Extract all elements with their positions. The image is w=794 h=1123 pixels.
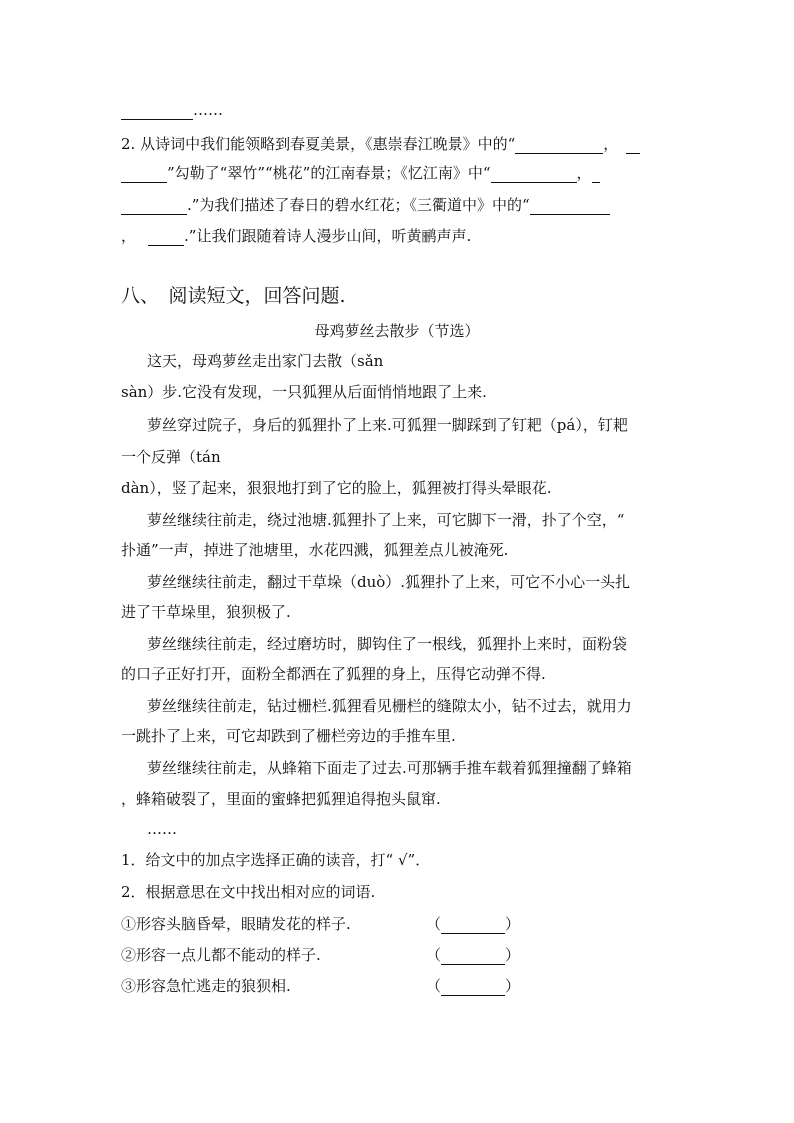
paragraph-line: 萝丝穿过院子，身后的狐狸扑了上来.可狐狸一脚踩到了钉耙（pá），钉耙 xyxy=(147,416,628,434)
question-1: 1．给文中的加点字选择正确的读音，打“ √”． xyxy=(121,851,431,869)
q2-poem-text: 2. 从诗词中我们能领略到春夏美景，《惠崇春江晚景》中的“ xyxy=(121,135,516,153)
top-fragment-line xyxy=(121,100,223,120)
section-heading: 八、 阅读短文，回答问题. xyxy=(121,285,346,307)
q2-item-2-answer: （ ） xyxy=(426,946,521,964)
answer-blank[interactable] xyxy=(121,103,193,120)
paragraph-line: ，蜂箱破裂了，里面的蜜蜂把狐狸追得抱头鼠窜. xyxy=(121,790,441,808)
answer-blank[interactable] xyxy=(121,198,187,215)
q2-poem-line-2 xyxy=(121,163,600,183)
paragraph-line: 扑通”一声，掉进了池塘里，水花四溅，狐狸差点儿被淹死. xyxy=(121,541,509,559)
separator: ， xyxy=(121,227,137,245)
q2-poem-line-4 xyxy=(121,226,471,246)
ellipsis: …… xyxy=(193,101,223,119)
answer-blank[interactable] xyxy=(626,137,640,154)
paragraph-line: 一跳扑了上来，可它却跌到了栅栏旁边的手推车里. xyxy=(121,727,456,745)
q2-poem-line-3 xyxy=(121,195,610,215)
story-title: 母鸡萝丝去散步（节选） xyxy=(314,322,480,340)
q2-poem-text: .”让我们跟随着诗人漫步山间，听黄鹂声声. xyxy=(184,227,472,245)
paragraph-line: 萝丝继续往前走，钻过栅栏.狐狸看见栅栏的缝隙太小，钻不过去，就用力 xyxy=(147,697,632,715)
paragraph-line: 萝丝继续往前走，经过磨坊时，脚钩住了一根线，狐狸扑上来时，面粉袋 xyxy=(147,635,628,653)
question-2: 2．根据意思在文中找出相对应的词语. xyxy=(121,883,376,901)
q2-poem-text: .”为我们描述了春日的碧水红花；《三衢道中》中的“ xyxy=(187,196,530,214)
answer-blank[interactable] xyxy=(441,950,505,965)
answer-blank[interactable] xyxy=(121,166,167,183)
separator: ， xyxy=(603,135,619,153)
q2-item-3: ③形容急忙逃走的狼狈相. xyxy=(121,977,291,995)
paragraph-line: 的口子正好打开，面粉全都洒在了狐狸的身上，压得它动弹不得. xyxy=(121,665,546,683)
paragraph-line: 这天，母鸡萝丝走出家门去散（sǎn xyxy=(147,352,384,370)
q2-item-3-answer: （ ） xyxy=(426,977,521,995)
q2-poem-line-1 xyxy=(121,134,640,154)
answer-blank[interactable] xyxy=(592,166,600,183)
q2-poem-text: ”勾勒了“翠竹”“桃花”的江南春景；《忆江南》中“ xyxy=(167,164,491,182)
answer-blank[interactable] xyxy=(530,198,610,215)
paragraph-line: 进了干草垛里，狼狈极了. xyxy=(121,603,291,621)
q2-item-1-answer: （ ） xyxy=(426,915,521,933)
paragraph-line: 萝丝继续往前走，从蜂箱下面走了过去.可那辆手推车载着狐狸撞翻了蜂箱 xyxy=(147,759,632,777)
paragraph-line: 萝丝继续往前走，绕过池塘.狐狸扑了上来，可它脚下一滑，扑了个空，“ xyxy=(147,511,625,529)
answer-blank[interactable] xyxy=(441,919,505,934)
q2-item-1: ①形容头脑昏晕，眼睛发花的样子. xyxy=(121,915,351,933)
q2-item-2: ②形容一点儿都不能动的样子. xyxy=(121,946,321,964)
answer-blank[interactable] xyxy=(148,229,184,246)
paragraph-line: sàn）步.它没有发现，一只狐狸从后面悄悄地跟了上来. xyxy=(121,383,487,401)
ellipsis: …… xyxy=(147,820,177,838)
paragraph-line: 萝丝继续往前走，翻过干草垛（duò）.狐狸扑了上来，可它不小心一头扎 xyxy=(147,573,631,591)
paragraph-line: dàn），竖了起来，狠狠地打到了它的脸上，狐狸被打得头晕眼花. xyxy=(121,479,552,497)
answer-blank[interactable] xyxy=(441,981,505,996)
paragraph-line: 一个反弹（tán xyxy=(121,448,221,466)
answer-blank[interactable] xyxy=(491,166,577,183)
answer-blank[interactable] xyxy=(515,137,603,154)
separator: ， xyxy=(576,164,592,182)
